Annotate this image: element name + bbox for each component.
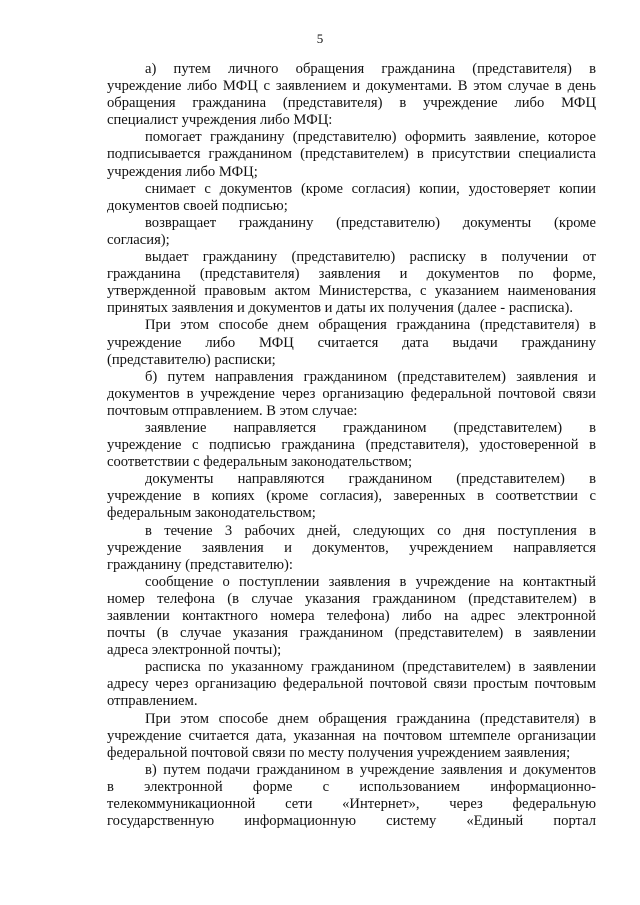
paragraph	[107, 215, 596, 249]
text-line: в электронной форме с использованием информационно-	[107, 778, 596, 795]
paragraph	[107, 711, 596, 762]
paragraph	[107, 574, 596, 659]
paragraph	[107, 369, 596, 420]
text-line: гражданина (представителя) заявления и документов по форме,	[107, 266, 596, 283]
page-number: 5	[316, 31, 324, 46]
text-line: При этом способе днем обращения гражданина (представителя) в	[145, 317, 596, 334]
text-line: учреждение с подписью гражданина (представителя), удостоверенной в	[107, 437, 596, 454]
text-line: При этом способе днем обращения гражданина (представителя) в	[145, 710, 596, 727]
text-line: подписывается гражданином (представителем) в присутствии специалиста	[107, 146, 596, 163]
text-line: государственную информационную систему «Единый портал	[107, 813, 596, 830]
text-line: заявление направляется гражданином (представителем) в	[145, 419, 596, 436]
text-line: согласия);	[107, 231, 170, 248]
text-line: учреждение считается дата, указанная на почтовом штемпеле организации	[107, 727, 596, 744]
text-line: адреса электронной почты);	[107, 642, 282, 659]
text-line: возвращает гражданину (представителю) документы (кроме	[145, 214, 596, 231]
paragraph	[107, 61, 596, 129]
text-line: учреждение либо МФЦ с заявлением и документами. В этом случае в день	[107, 78, 596, 95]
text-line: снимает с документов (кроме согласия) копии, удостоверяет копии	[145, 180, 596, 197]
text-line: федеральной почтовой связи по месту получения учреждением заявления;	[107, 744, 571, 761]
text-line: отправлением.	[107, 693, 198, 710]
document-body	[107, 61, 596, 830]
text-line: б) путем направления гражданином (представителем) заявления и	[145, 368, 596, 385]
text-line: учреждение в копиях (кроме согласия), заверенных в соответствии с	[107, 488, 596, 505]
text-line: учреждение заявления и документов, учреждением направляется	[107, 539, 596, 556]
paragraph	[107, 659, 596, 710]
text-line: а) путем личного обращения гражданина (представителя) в	[145, 61, 596, 77]
text-line: специалист учреждения либо МФЦ:	[107, 112, 333, 129]
text-line: выдает гражданину (представителю) расписку в получении от	[145, 249, 596, 266]
text-line: документов своей подписью;	[107, 197, 288, 214]
paragraph	[107, 762, 596, 830]
text-line: обращения гражданина (представителя) в учреждение либо МФЦ	[107, 95, 596, 112]
text-line: в) путем подачи гражданином в учреждение заявления и документов	[145, 761, 596, 778]
text-line: помогает гражданину (представителю) оформить заявление, которое	[145, 129, 596, 146]
text-line: сообщение о поступлении заявления в учреждение на контактный	[145, 573, 596, 590]
text-line: учреждение либо МФЦ считается дата выдачи гражданину	[107, 334, 596, 351]
text-line: соответствии с федеральным законодательством;	[107, 454, 413, 471]
paragraph	[107, 317, 596, 368]
text-line: утвержденной правовым актом Министерства, с указанием наименования	[107, 283, 596, 300]
text-line: почтовым отправлением. В этом случае:	[107, 402, 358, 419]
text-line: в течение 3 рабочих дней, следующих со дня поступления в	[145, 522, 596, 539]
text-line: федеральным законодательством;	[107, 505, 316, 522]
text-line: расписка по указанному гражданином (представителем) в заявлении	[145, 659, 596, 676]
paragraph	[107, 420, 596, 471]
paragraph	[107, 523, 596, 574]
text-line: заявлении контактного номера телефона) либо на адрес электронной	[107, 608, 596, 624]
text-line: принятых заявления и документов и даты их получения (далее - расписка).	[107, 300, 574, 317]
text-line: (представителю) расписки;	[107, 351, 276, 368]
text-line: учреждения либо МФЦ;	[107, 163, 258, 180]
text-line: документы направляются гражданином (представителем) в	[145, 471, 596, 488]
text-line: телекоммуникационной сети «Интернет», через федеральную	[107, 796, 596, 813]
text-line: адресу через организацию федеральной почтовой связи простым почтовым	[107, 676, 596, 693]
paragraph	[107, 249, 596, 317]
text-line: номер телефона (в случае указания гражданином (представителем) в	[107, 590, 596, 607]
text-line: гражданину (представителю):	[107, 556, 293, 573]
paragraph	[107, 129, 596, 180]
paragraph	[107, 181, 596, 215]
text-line: документов в учреждение через организацию федеральной почтовой связи	[107, 385, 596, 402]
text-line: почты (в случае указания гражданином (представителем) в заявлении	[107, 625, 596, 642]
paragraph	[107, 471, 596, 522]
